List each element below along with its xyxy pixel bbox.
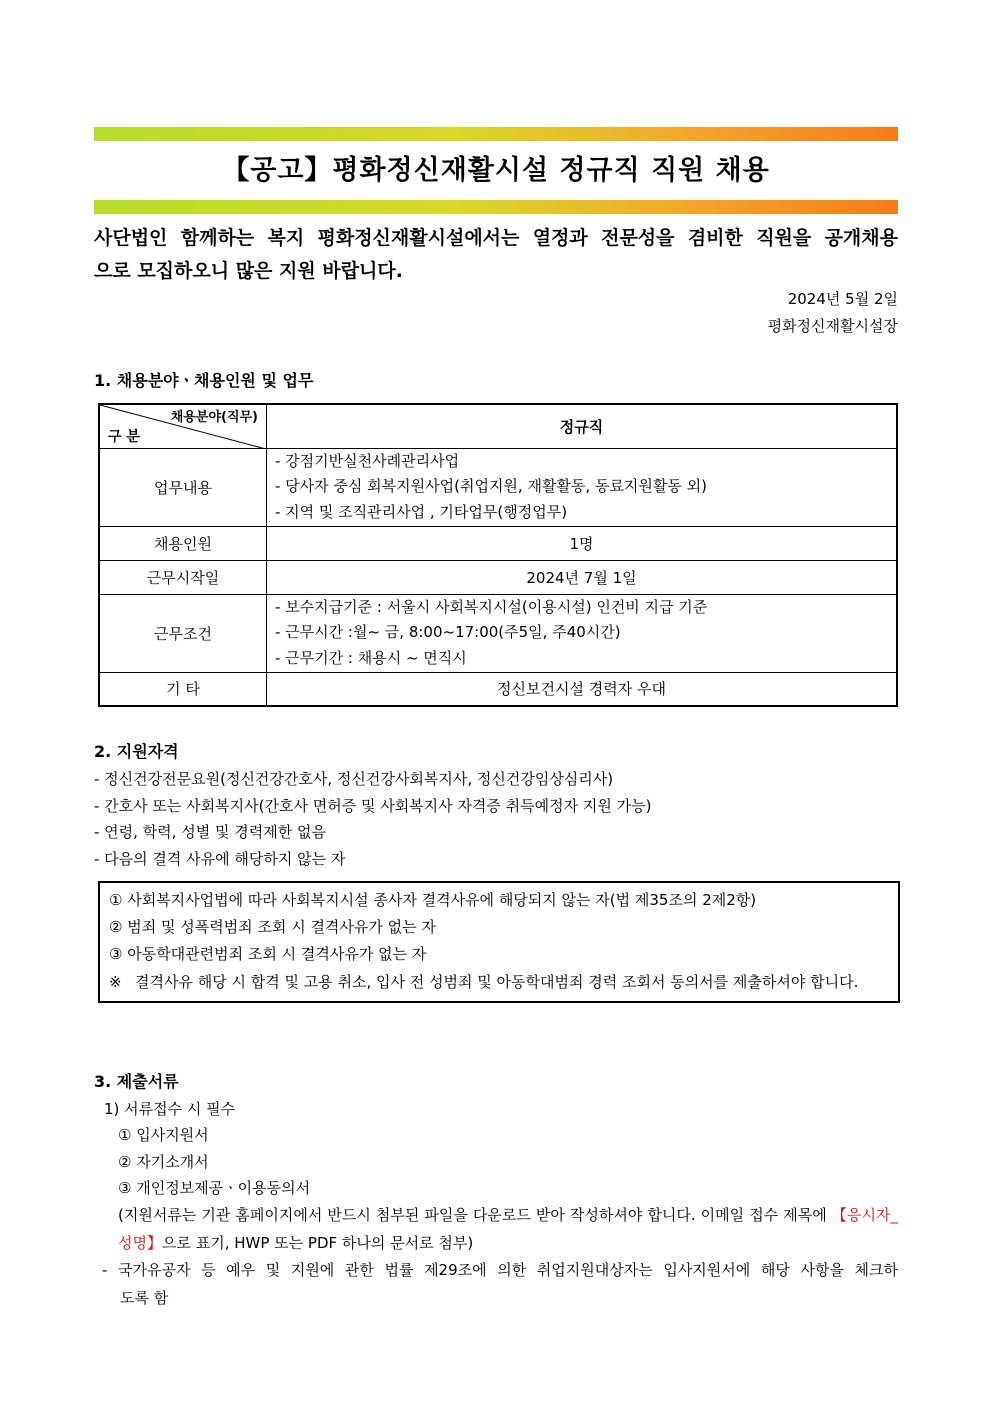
header-employment-type: 정규직 [267, 404, 898, 448]
veterans-note [102, 1256, 898, 1312]
condition-item: - 보수지급기준 : 서울시 사회복지시설(이용시설) 인건비 지급 기준 [275, 597, 708, 616]
title-top-bar [94, 127, 898, 141]
email-subject-format: 【응시자_성명】 [118, 1206, 898, 1252]
header-category-label: 구 분 [108, 428, 140, 445]
page-title: 【공고】평화정신재활시설 정규직 직원 채용 [222, 155, 770, 186]
row-label: 채용인원 [99, 526, 267, 560]
section-1-heading: 1. 채용분야ㆍ채용인원 및 업무 [94, 371, 314, 390]
table-header-diagonal-cell [99, 404, 267, 448]
title-bottom-bar [94, 200, 898, 214]
row-label: 근무시작일 [99, 560, 267, 594]
document-item: ③ 개인정보제공ㆍ이용동의서 [118, 1179, 311, 1197]
start-date-value: 2024년 7월 1일 [267, 560, 898, 594]
disqualification-item: ③ 아동학대관련범죄 조회 시 결격사유가 없는 자 [109, 945, 427, 963]
announcement-date: 2024년 5월 2일 [787, 290, 898, 308]
header-field-label: 채용분야(직무) [170, 410, 258, 425]
row-label: 업무내용 [99, 448, 267, 526]
signature: 평화정신재활시설장 [767, 317, 898, 335]
qualification-item: - 간호사 또는 사회복지사(간호사 면허증 및 사회복지사 자격증 취득예정자 지원 가능) [94, 797, 652, 815]
recruitment-table [98, 403, 898, 707]
document-item: ① 입사지원서 [118, 1126, 209, 1144]
veterans-note-line-1: - 국가유공자 등 예우 및 지원에 관한 법률 제29조에 의한 취업지원대상자는 입사지원서에 해당 사항을 체크하 [102, 1261, 898, 1279]
section-2-heading: 2. 지원자격 [94, 742, 179, 761]
intro-paragraph [94, 222, 898, 288]
section-3-heading: 3. 제출서류 [94, 1072, 179, 1091]
qualification-item: - 다음의 결격 사유에 해당하지 않는 자 [94, 850, 346, 868]
qualification-item: - 연령, 학력, 성별 및 경력제한 없음 [94, 823, 326, 841]
intro-line-2: 으로 모집하오니 많은 지원 바랍니다. [94, 260, 403, 282]
note-mark: ※ [109, 973, 122, 991]
row-label: 기 타 [99, 672, 267, 706]
duty-item: - 강점기반실천사례관리사업 [275, 451, 460, 470]
duties-cell [267, 448, 898, 526]
condition-item: - 근무기간 : 채용시 ~ 면직시 [275, 648, 467, 667]
documents-note-text-2: 으로 표기, HWP 또는 PDF 하나의 문서로 첨부) [161, 1234, 474, 1252]
documents-note-text: (지원서류는 기관 홈페이지에서 반드시 첨부된 파일을 다운로드 받아 작성하셔야 합니다. 이메일 접수 제목에 [118, 1206, 827, 1224]
other-value: 정신보건시설 경력자 우대 [267, 672, 898, 706]
note-text: 결격사유 해당 시 합격 및 고용 취소, 입사 전 성범죄 및 아동학대범죄 경력 조회서 동의서를 제출하셔야 합니다. [135, 973, 859, 991]
conditions-cell [267, 594, 898, 672]
duty-item: - 당사자 중심 회복지원사업(취업지원, 재활활동, 동료지원활동 외) [275, 477, 708, 496]
disqualification-item: ② 범죄 및 성폭력범죄 조회 시 결격사유가 없는 자 [109, 918, 436, 936]
qualification-item: - 정신건강전문요원(정신건강간호사, 정신건강사회복지사, 정신건강임상심리사) [94, 770, 614, 788]
duty-item: - 지역 및 조직관리사업 , 기타업무(행정업무) [275, 502, 568, 521]
row-label: 근무조건 [99, 594, 267, 672]
documents-note [118, 1201, 898, 1257]
condition-item: - 근무시간 :월~ 금, 8:00~17:00(주5일, 주40시간) [275, 623, 621, 642]
headcount-value: 1명 [267, 526, 898, 560]
intro-line-1: 사단법인 함께하는 복지 평화정신재활시설에서는 열정과 전문성을 겸비한 직원을 공개채용 [94, 227, 898, 249]
veterans-note-line-2: 도록 함 [120, 1289, 169, 1307]
disqualification-note [109, 968, 889, 997]
documents-subheading: 1) 서류접수 시 필수 [104, 1100, 236, 1118]
disqualification-item: ① 사회복지사업법에 따라 사회복지시설 종사자 결격사유에 해당되지 않는 자(법 제35조의 2제2항) [109, 891, 757, 909]
disqualification-box [98, 881, 900, 1003]
document-item: ② 자기소개서 [118, 1153, 209, 1171]
